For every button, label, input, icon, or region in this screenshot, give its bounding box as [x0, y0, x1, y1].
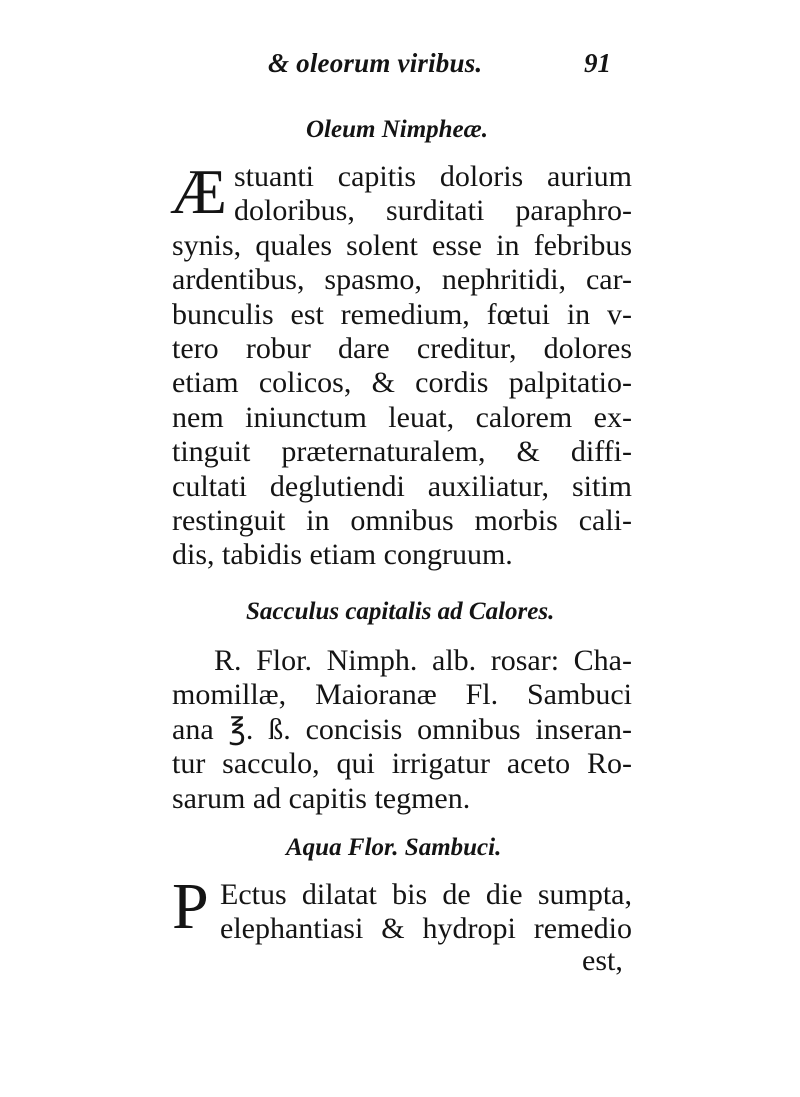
- text-line: cultati deglutiendi auxiliatur, sitim: [172, 469, 632, 503]
- paragraph-oleum-nimpheae: [170, 156, 632, 573]
- section-title-oleum-nimpheae: Oleum Nimpheæ.: [306, 116, 488, 143]
- text-line: momillæ, Maioranæ Fl. Sambuci: [172, 678, 632, 712]
- text-line: tero robur dare creditur, dolores: [172, 331, 632, 365]
- text-line: synis, quales solent esse in febribus: [172, 228, 632, 262]
- text-line: nem iniunctum leuat, calorem ex-: [172, 400, 632, 434]
- text-line: dis, tabidis etiam congruum.: [172, 538, 513, 572]
- text-line: Ectus dilatat bis de die sumpta,: [220, 878, 632, 911]
- catchword: est,: [582, 944, 623, 977]
- text-line: doloribus, surditati paraphro-: [234, 194, 632, 228]
- running-head: & oleorum viribus.: [268, 48, 483, 78]
- text-line: restinguit in omnibus morbis cali-: [172, 503, 632, 537]
- text-line: ana ℥. ß. concisis omnibus inseran-: [172, 712, 632, 746]
- section-title-sacculus-capitalis: Sacculus capitalis ad Calores.: [246, 598, 555, 625]
- text-line: tinguit præternaturalem, & diffi-: [172, 435, 632, 469]
- text-line: R. Flor. Nimph. alb. rosar: Cha-: [214, 644, 632, 677]
- text-line: sarum ad capitis tegmen.: [172, 781, 471, 815]
- text-line: ardentibus, spasmo, nephritidi, car-: [172, 263, 632, 297]
- paragraph-sacculus-capitalis: [172, 644, 632, 816]
- text-line: elephantiasi & hydropi remedio: [220, 912, 632, 946]
- text-line: tur sacculo, qui irrigatur aceto Ro-: [172, 747, 632, 781]
- text-line: bunculis est remedium, fœtui in v-: [172, 297, 632, 331]
- paragraph-aqua-flor-sambuci: [172, 878, 632, 947]
- page-number: 91: [584, 48, 611, 78]
- drop-cap-p: P: [172, 870, 209, 943]
- text-line: stuanti capitis doloris aurium: [234, 160, 632, 193]
- text-line: etiam colicos, & cordis palpitatio-: [172, 366, 632, 400]
- drop-cap-ae: Æ: [170, 156, 227, 227]
- section-title-aqua-flor-sambuci: Aqua Flor. Sambuci.: [286, 834, 502, 861]
